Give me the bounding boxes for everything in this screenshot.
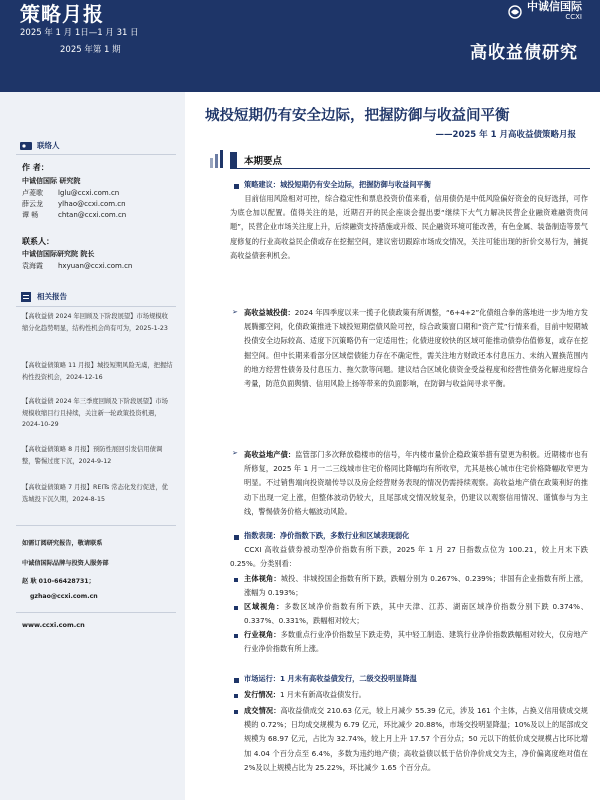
square-bullet-icon <box>234 606 238 610</box>
divider <box>16 612 176 613</box>
divider <box>16 154 176 155</box>
square-bullet-icon <box>234 578 238 582</box>
authors-label: 作 者： <box>22 163 49 172</box>
divider <box>16 306 176 307</box>
report-type: 策略月报 <box>20 2 104 26</box>
logo-mark-icon <box>507 5 523 19</box>
index-text: CCXI 高收益债券被动型净价指数有所下跌，2025 年 1 月 27 日指数点位为 100.21，较上月末下跌 0.25%。分类别看： <box>230 545 588 569</box>
author-email[interactable]: chtan@ccxi.com.cn <box>58 211 127 219</box>
section-bullet <box>234 535 239 540</box>
lgfv-paragraph: 高收益城投债：2024 年四季度以来一揽子化债政策有所调整，“6+4+2”化债组合拳的落地进一步为地方发展腾挪空间，化债政策推进下城投短期偿债风险可控，综合政策窗口期和“资产荒”行情来看，目前中短期城投债安全边际较高、适度下沉策略仍有一定适用性；化债进度较快的区域可能推动债券估值修复，或存在挖掘空间。但中长期来看部分区域偿债能力存在不确定性，需关注地方财政还本付息压力、未纳入置换范围内的地方经营性债务及付息压力、拖欠款等问题。建议结合区域化债资金受益程度和经营性债务化解进度综合考量，防范负面舆情、信用风险上扬等带来的负面影响，在防御与收益间寻求平衡。 <box>244 308 588 389</box>
research-series: 高收益债研究 <box>470 43 578 63</box>
issue-number: 2025 年第 1 期 <box>60 45 121 55</box>
section-head-market: 市场运行：1 月未有高收益债发行，二级交投明显降温 <box>244 674 417 683</box>
key-points-rule <box>230 168 590 169</box>
page-title: 城投短期仍有安全边际，把握防御与收益间平衡 <box>205 108 510 124</box>
property-paragraph: 高收益地产债：监管部门多次释放稳楼市的信号，年内楼市量价企稳政策举措有望更为积极。近期楼市也有所修复，2025 年 1 月一二三线城市住宅价格同比降幅均有所收窄，尤其是核心城市住宅价格降幅收窄更为明显。不过销售端向投资端传导以及房企经营财务表现的情况仍需持续观察。高收益地产债在政策利好的推动下出现一定上涨，但整体波动仍较大，且尾部成交情况较复杂，仍建议以观察信用情况、谨慎参与为主线，警惕债务价格大幅波动风险。 <box>244 450 588 516</box>
issuance-info: 发行情况：1 月未有新高收益债发行。 <box>244 690 366 699</box>
related-report-link[interactable]: 【高收益债策略 7 月报】REITs 常态化发行促进，优选城投下沉久期，2024-8-15 <box>22 484 168 503</box>
related-report-link[interactable]: 【高收益债策略 11 月报】城投短期风险无虞，把握结构性投资机会，2024-12-16 <box>22 362 173 381</box>
square-bullet-icon <box>234 694 238 698</box>
related-report-link[interactable]: 【高收益债 2024 年三季度回顾及下阶段展望】市场规模收缩目行且持续，关注新一轮政策投资机遇，2024-10-29 <box>22 398 168 428</box>
arrow-bullet-icon: ➢ <box>232 449 238 457</box>
author-row: 卢菱歌 lglu@ccxi.com.cn <box>22 189 120 197</box>
author-email[interactable]: lglu@ccxi.com.cn <box>58 189 120 197</box>
section-bullet <box>234 678 239 683</box>
region-view: 区域视角：多数区域净价指数有所下跌，其中天津、江苏、湖南区域净价指数分别下跌 0.374%、0.337%、0.331%，跌幅相对较大； <box>244 602 588 626</box>
divider <box>16 525 176 526</box>
logo-cn: 中诚信国际 <box>527 0 582 13</box>
related-section-head: 相关报告 <box>20 291 67 302</box>
reports-icon <box>20 292 32 302</box>
author-row: 谭 畅 chtan@ccxi.com.cn <box>22 211 127 219</box>
contact-row: 袁海霞 hxyuan@ccxi.com.cn <box>22 262 133 270</box>
service-email[interactable]: gzhao@ccxi.com.cn <box>30 593 98 600</box>
website-link[interactable]: www.ccxi.com.cn <box>22 621 85 629</box>
key-points-header <box>230 152 590 168</box>
key-points-marker <box>230 152 237 168</box>
page-subtitle: ——2025 年 1 月高收益债策略月报 <box>435 130 576 140</box>
author-row: 薛云龙 ylhao@ccxi.com.cn <box>22 200 126 208</box>
trading-info: 成交情况：高收益债成交 210.63 亿元，较上月减少 55.39 亿元，涉及 161 个主体，占换义信用债成交规模的 0.72%；日均成交规模为 6.79 亿元，环比减少 20.88%，市场交投明显降温；10%及以上的尾部成交规模为 68.97 亿元，占比为 32.74%，较上月上升 17.57 个百分点；50 元以下的低价成交规模占比环比增加 4.04 个百分点至 6.4%，多数为违约地产债；高收益债以低于估价净价成交为主，净价偏离度绝对值在 2%及以上规模占比为 25.22%，环比减少 1.65 个百分点。 <box>244 706 588 772</box>
related-report-link[interactable]: 【高收益债策略 8 月报】预防性展回引发信用债调整，警惕过度下沉，2024-9-12 <box>22 446 163 465</box>
section-bullet <box>234 184 239 189</box>
section-head-index: 指数表现：净价指数下跌，多数行业和区域表现弱化 <box>244 531 410 540</box>
key-points-icon <box>208 148 230 170</box>
contact-section-head: 联络人 <box>20 140 60 151</box>
square-bullet-icon <box>234 710 238 714</box>
contacts-icon <box>20 141 32 151</box>
date-range: 2025 年 1 月 1日—1 月 31 日 <box>20 28 139 38</box>
logo-en: CCXI <box>565 13 582 21</box>
section-head-strategy: 策略建议：城投短期仍有安全边际，把握防御与收益间平衡 <box>244 180 431 189</box>
square-bullet-icon <box>234 634 238 638</box>
contact-label: 联系人： <box>22 237 54 246</box>
related-report-link[interactable]: 【高收益债 2024 年回顾及下阶段展望】市场规模收缩分化趋势明显，结构性机会尚有可为，2025-1-23 <box>22 313 168 332</box>
issuer-view: 主体视角：城投、非城投国企指数有所下跌，跌幅分别为 0.267%、0.239%；非国有企业指数有所上涨，涨幅为 0.193%； <box>244 574 588 598</box>
arrow-bullet-icon: ➢ <box>232 308 238 316</box>
key-points-title: 本期要点 <box>244 156 283 167</box>
strategy-text: 目前信用风险相对可控，综合稳定性和票息投资价值来看，信用债仍是中低风险偏好资金的良好选择，可作为底仓加以配置。值得关注的是，近期召开的民企座谈会提出要“继续下大气力解决民营企业融资难融资贵问题”，民营企业市场关注度上升，后续融资支持措施或升级、民企融资环境可能改善，有色金属、装备制造等景气度修复的行业高收益民企债或存在挖掘空间，建议密切跟踪市场成交情况，关注可能出现的折价交易行为，捕捉高收益债套利机会。 <box>230 194 588 260</box>
service-dept: 中诚信国际品牌与投资人服务部 <box>22 560 109 567</box>
author-email[interactable]: ylhao@ccxi.com.cn <box>58 200 126 208</box>
contact-email[interactable]: hxyuan@ccxi.com.cn <box>58 262 133 270</box>
service-phone: 赵 耿 010-66428731； <box>22 578 95 585</box>
industry-view: 行业视角：多数重点行业净价指数呈下跌走势，其中轻工制造、建筑行业净价指数跌幅相对较大，仅房地产行业净价指数有所上涨。 <box>244 630 588 654</box>
contact-org: 中诚信国际研究院 院长 <box>22 250 95 258</box>
subscribe-note: 如需订阅研究报告，敬请联系 <box>22 540 103 547</box>
company-logo <box>507 2 582 22</box>
authors-org: 中诚信国际 研究院 <box>22 177 81 185</box>
